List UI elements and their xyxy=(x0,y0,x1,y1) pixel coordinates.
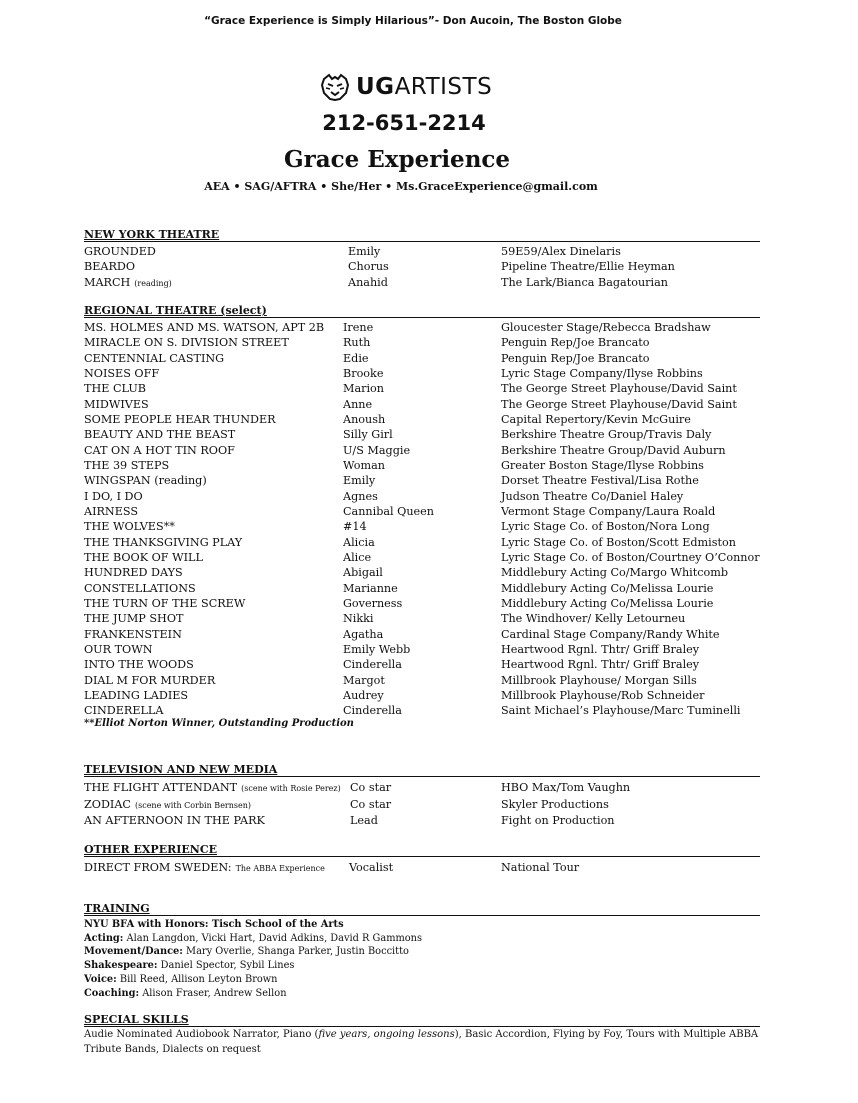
credit-company: Berkshire Theatre Group/David Auburn xyxy=(501,443,726,457)
credit-title xyxy=(84,320,324,335)
credit-company: Fight on Production xyxy=(501,814,615,827)
credit-company: Saint Michael’s Playhouse/Marc Tuminelli xyxy=(501,704,741,718)
credit-role: Ruth xyxy=(343,336,371,350)
credit-title-text: BEARDO xyxy=(84,260,136,274)
credit-title-text: THE JUMP SHOT xyxy=(84,612,184,626)
credit-title xyxy=(84,611,183,626)
credit-row xyxy=(84,275,784,290)
credit-row xyxy=(84,860,784,875)
credit-title xyxy=(84,673,215,688)
credit-title xyxy=(84,565,183,580)
training-label: Shakespeare: xyxy=(84,960,158,972)
credit-title-text: CONSTELLATIONS xyxy=(84,581,196,595)
credit-title xyxy=(84,366,159,381)
section-television: TELEVISION AND NEW MEDIA xyxy=(84,763,760,777)
credit-row xyxy=(84,627,784,642)
credit-role: Marianne xyxy=(343,581,398,595)
credit-row xyxy=(84,473,784,488)
credit-title xyxy=(84,797,251,813)
credit-row xyxy=(84,581,784,596)
credit-title-text: THE TURN OF THE SCREW xyxy=(84,596,246,610)
credit-role: Cinderella xyxy=(343,704,402,718)
credit-title-text: NOISES OFF xyxy=(84,366,160,380)
credit-role: Silly Girl xyxy=(343,428,393,442)
credit-title-text: THE CLUB xyxy=(84,382,146,396)
credit-company: Lyric Stage Co. of Boston/Nora Long xyxy=(501,520,710,534)
credit-title xyxy=(84,275,172,291)
credit-company: Penguin Rep/Joe Brancato xyxy=(501,336,650,350)
training-names: Daniel Spector, Sybil Lines xyxy=(157,960,295,972)
tiger-logo-icon xyxy=(320,73,350,101)
credit-row xyxy=(84,673,784,688)
contact-line: AEA • SAG/AFTRA • She/Her • Ms.GraceExperience@gmail.com xyxy=(204,180,598,193)
training-line xyxy=(84,973,784,987)
section-special-skills: SPECIAL SKILLS xyxy=(84,1013,760,1027)
credit-title xyxy=(84,550,203,565)
credit-row xyxy=(84,657,784,672)
credit-title-text: LEADING LADIES xyxy=(84,688,189,702)
credit-company: Vermont Stage Company/Laura Roald xyxy=(501,504,716,518)
credit-role: Agnes xyxy=(343,489,378,503)
credit-title xyxy=(84,642,153,657)
credit-title-text: CAT ON A HOT TIN ROOF xyxy=(84,443,235,457)
credit-title xyxy=(84,703,163,718)
training-names: Alan Langdon, Vicki Hart, David Adkins, David R Gammons xyxy=(123,932,423,944)
credit-title xyxy=(84,473,207,488)
credit-title xyxy=(84,504,138,519)
credit-company: Millbrook Playhouse/Rob Schneider xyxy=(501,688,705,702)
credit-title xyxy=(84,427,235,442)
credit-title-text: AIRNESS xyxy=(84,504,139,518)
credit-role: Abigail xyxy=(343,566,383,580)
credit-title xyxy=(84,244,156,259)
training-label: NYU BFA with Honors: Tisch School of the Arts xyxy=(84,919,344,930)
credit-title-text: MIDWIVES xyxy=(84,397,149,411)
credit-company: Lyric Stage Company/Ilyse Robbins xyxy=(501,366,703,380)
credit-title xyxy=(84,627,182,642)
credit-row xyxy=(84,813,784,828)
credit-role: Emily Webb xyxy=(343,642,411,656)
credit-company: 59E59/Alex Dinelaris xyxy=(501,245,621,258)
credit-row xyxy=(84,412,784,427)
training-names: Bill Reed, Allison Leyton Brown xyxy=(116,973,278,985)
credit-row xyxy=(84,259,784,274)
credit-title xyxy=(84,581,196,596)
credit-role: Co star xyxy=(350,781,392,794)
credit-company: Penguin Rep/Joe Brancato xyxy=(501,351,650,365)
training-label: Coaching: xyxy=(84,987,140,999)
award-note: **Elliot Norton Winner, Outstanding Production xyxy=(84,718,354,729)
credit-company: National Tour xyxy=(501,861,580,874)
training-names: Mary Overlie, Shanga Parker, Justin Boccitto xyxy=(182,946,409,958)
credit-company: HBO Max/Tom Vaughn xyxy=(501,781,631,794)
credit-role: Vocalist xyxy=(349,861,394,874)
credit-title-text: CINDERELLA xyxy=(84,704,164,718)
credit-role: Co star xyxy=(350,797,392,811)
credit-title xyxy=(84,780,341,796)
credit-role: Cannibal Queen xyxy=(343,504,435,518)
credit-company: Judson Theatre Co/Daniel Haley xyxy=(501,489,684,503)
credit-title-text: DIAL M FOR MURDER xyxy=(84,673,216,687)
credit-title-text: OUR TOWN xyxy=(84,642,153,656)
credit-role: U/S Maggie xyxy=(343,443,411,457)
credit-row xyxy=(84,535,784,550)
credit-company: Lyric Stage Co. of Boston/Scott Edmiston xyxy=(501,535,736,549)
credit-company: The George Street Playhouse/David Saint xyxy=(501,382,737,396)
section-regional-theatre: REGIONAL THEATRE (select) xyxy=(84,304,760,318)
credit-title-text: DIRECT FROM SWEDEN: xyxy=(84,861,232,874)
credit-role: Brooke xyxy=(343,366,384,380)
credit-row xyxy=(84,244,784,259)
credit-title-text: INTO THE WOODS xyxy=(84,658,194,672)
credit-title-text: MIRACLE ON S. DIVISION STREET xyxy=(84,336,289,350)
credit-company: Heartwood Rgnl. Thtr/ Griff Braley xyxy=(501,642,700,656)
credit-row xyxy=(84,320,784,335)
credit-company: Lyric Stage Co. of Boston/Courtney O’Connor xyxy=(501,550,760,564)
credit-title xyxy=(84,813,265,828)
credit-role: #14 xyxy=(343,520,367,534)
training-label: Movement/Dance: xyxy=(84,946,183,958)
credit-company: The Lark/Bianca Bagatourian xyxy=(501,275,668,289)
credit-title-text: MS. HOLMES AND MS. WATSON, APT 2B xyxy=(84,321,325,334)
training-line xyxy=(84,945,784,959)
credit-row xyxy=(84,596,784,611)
credit-title xyxy=(84,688,188,703)
logo-wordmark: UGARTISTS xyxy=(356,74,493,100)
training-line xyxy=(84,959,784,973)
credit-row xyxy=(84,458,784,473)
credit-title-text: THE 39 STEPS xyxy=(84,458,170,472)
credit-note: (scene with Rosie Perez) xyxy=(241,784,341,793)
credit-title xyxy=(84,397,149,412)
credit-row xyxy=(84,351,784,366)
credit-role: Chorus xyxy=(348,260,389,274)
training-label: Acting: xyxy=(84,932,124,944)
credit-note: (reading) xyxy=(134,278,172,288)
credit-role: Anoush xyxy=(343,412,386,426)
credit-row xyxy=(84,565,784,580)
section-new-york-theatre: NEW YORK THEATRE xyxy=(84,228,760,242)
section-training: TRAINING xyxy=(84,902,760,916)
credit-role: Lead xyxy=(350,814,378,827)
credit-role: Emily xyxy=(348,245,381,258)
credit-company: Capital Repertory/Kevin McGuire xyxy=(501,412,691,426)
training-label: Voice: xyxy=(84,973,117,985)
credit-role: Nikki xyxy=(343,612,374,626)
credit-title-text: HUNDRED DAYS xyxy=(84,566,183,580)
credit-role: Anne xyxy=(343,397,373,411)
credit-note: (scene with Corbin Bernsen) xyxy=(134,800,252,810)
agency-logo xyxy=(320,70,492,104)
credit-role: Emily xyxy=(343,474,376,488)
credit-role: Audrey xyxy=(343,688,384,702)
credit-row xyxy=(84,335,784,350)
credit-company: The George Street Playhouse/David Saint xyxy=(501,397,737,411)
credit-row xyxy=(84,443,784,458)
credit-company: Middlebury Acting Co/Melissa Lourie xyxy=(501,596,714,610)
credit-row xyxy=(84,427,784,442)
credit-company: Pipeline Theatre/Ellie Heyman xyxy=(501,260,675,274)
credit-company: Greater Boston Stage/Ilyse Robbins xyxy=(501,458,704,472)
credit-role: Alicia xyxy=(343,535,375,549)
credit-row xyxy=(84,611,784,626)
credit-row xyxy=(84,703,784,718)
credit-title xyxy=(84,535,242,550)
credit-title xyxy=(84,381,146,396)
credit-note: The ABBA Experience xyxy=(235,864,325,873)
credit-row xyxy=(84,489,784,504)
credit-row xyxy=(84,642,784,657)
credit-company: Heartwood Rgnl. Thtr/ Griff Braley xyxy=(501,658,700,672)
credit-row xyxy=(84,504,784,519)
training-line xyxy=(84,932,784,946)
training-names: Alison Fraser, Andrew Sellon xyxy=(139,987,287,999)
credit-title-text: BEAUTY AND THE BEAST xyxy=(84,428,236,442)
credit-company: Gloucester Stage/Rebecca Bradshaw xyxy=(501,321,711,334)
credit-company: The Windhover/ Kelly Letourneu xyxy=(501,612,686,626)
credit-company: Dorset Theatre Festival/Lisa Rothe xyxy=(501,474,699,488)
credit-role: Anahid xyxy=(348,275,388,289)
credit-company: Middlebury Acting Co/Melissa Lourie xyxy=(501,581,714,595)
credit-title-text: SOME PEOPLE HEAR THUNDER xyxy=(84,412,276,426)
special-skills-text: Audie Nominated Audiobook Narrator, Piano (five years, ongoing lessons), Basic Accordion, Flying by Foy, Tours with Multiple ABBA Tribute Bands, Dialects on request xyxy=(84,1029,759,1055)
credit-company: Berkshire Theatre Group/Travis Daly xyxy=(501,428,712,442)
section-other-experience: OTHER EXPERIENCE xyxy=(84,843,760,857)
credit-title-text: WINGSPAN (reading) xyxy=(84,474,207,488)
credit-company: Millbrook Playhouse/ Morgan Sills xyxy=(501,673,697,687)
credit-title-text: MARCH xyxy=(84,275,131,289)
credit-title xyxy=(84,519,175,534)
credit-title xyxy=(84,458,169,473)
credit-title xyxy=(84,259,135,274)
credit-company: Cardinal Stage Company/Randy White xyxy=(501,627,720,641)
credit-title xyxy=(84,489,143,504)
credit-title-text: THE FLIGHT ATTENDANT xyxy=(84,781,238,794)
credit-title-text: GROUNDED xyxy=(84,245,156,258)
credit-title-text: THE WOLVES** xyxy=(84,520,175,534)
credit-title xyxy=(84,351,224,366)
credit-company: Skyler Productions xyxy=(501,797,609,811)
credit-row xyxy=(84,397,784,412)
credit-row xyxy=(84,550,784,565)
credit-title-text: I DO, I DO xyxy=(84,489,143,503)
training-line xyxy=(84,918,784,932)
credit-title xyxy=(84,412,276,427)
credit-role: Cinderella xyxy=(343,658,402,672)
credit-company: Middlebury Acting Co/Margo Whitcomb xyxy=(501,566,729,580)
actor-name: Grace Experience xyxy=(283,146,511,173)
phone-number: 212-651-2214 xyxy=(322,111,486,135)
credit-row xyxy=(84,366,784,381)
credit-title xyxy=(84,596,245,611)
credit-role: Governess xyxy=(343,596,403,610)
credit-title-text: THE BOOK OF WILL xyxy=(84,550,203,564)
credit-row xyxy=(84,688,784,703)
credit-title-text: THE THANKSGIVING PLAY xyxy=(84,535,243,549)
credit-title xyxy=(84,335,289,350)
credit-role: Irene xyxy=(343,321,374,334)
credit-role: Edie xyxy=(343,351,369,365)
credit-title xyxy=(84,860,325,876)
credit-title-text: FRANKENSTEIN xyxy=(84,627,182,641)
credit-role: Marion xyxy=(343,382,384,396)
credit-row xyxy=(84,381,784,396)
credit-row xyxy=(84,519,784,534)
credit-row xyxy=(84,797,784,812)
credit-role: Alice xyxy=(343,550,372,564)
credit-title xyxy=(84,657,194,672)
credit-role: Agatha xyxy=(343,627,384,641)
credit-title-text: CENTENNIAL CASTING xyxy=(84,351,225,365)
credit-role: Margot xyxy=(343,673,385,687)
credit-title-text: AN AFTERNOON IN THE PARK xyxy=(84,814,265,827)
credit-title xyxy=(84,443,235,458)
credit-row xyxy=(84,780,784,795)
credit-title-text: ZODIAC xyxy=(84,797,131,811)
press-quote: “Grace Experience is Simply Hilarious”- Don Aucoin, The Boston Globe xyxy=(204,15,622,27)
credit-role: Woman xyxy=(343,458,385,472)
training-line xyxy=(84,987,784,1001)
